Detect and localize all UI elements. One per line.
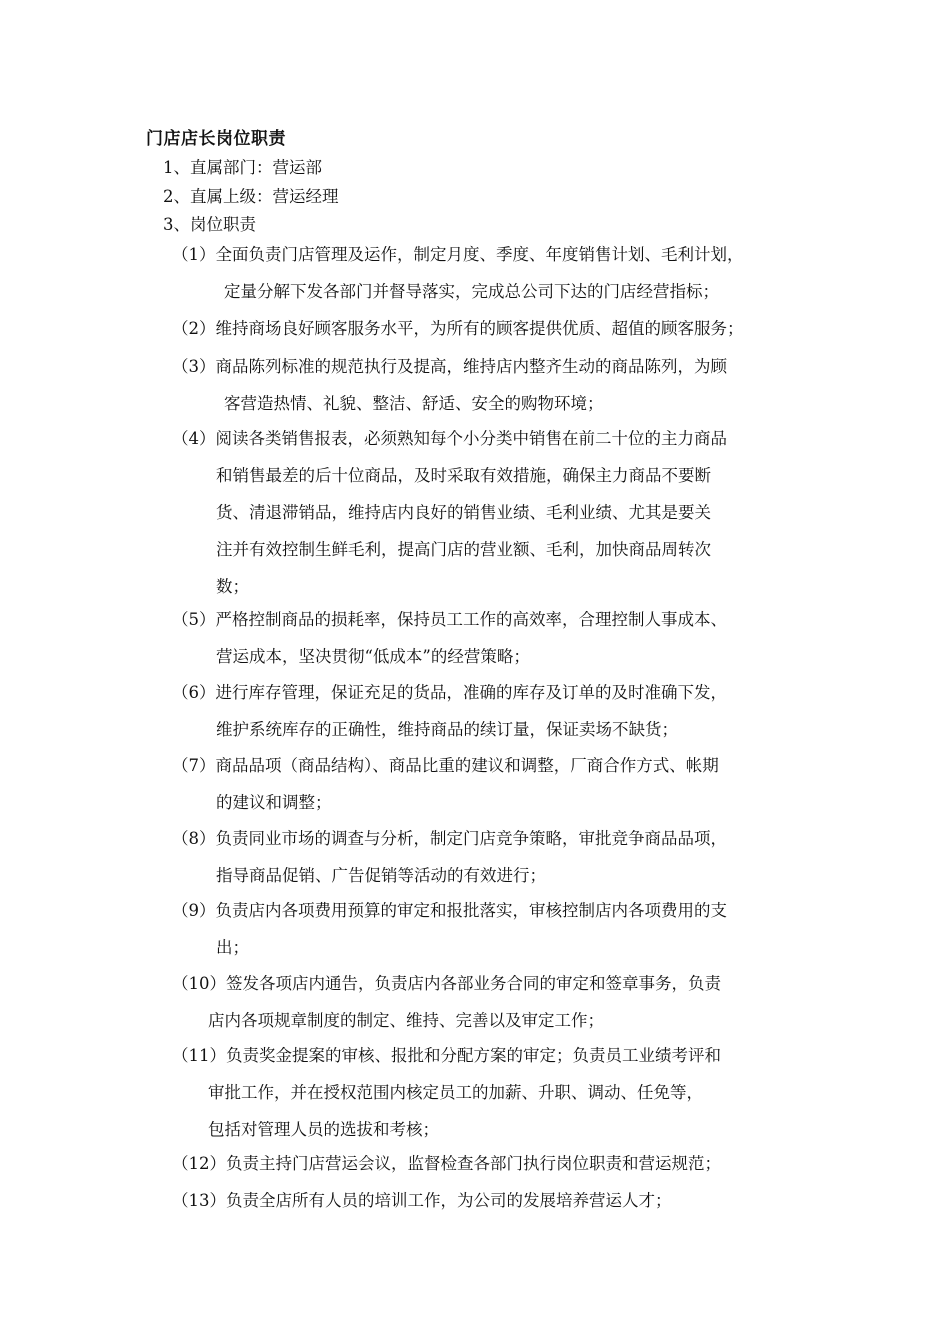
responsibility-item-number: （6） (172, 683, 216, 702)
responsibility-item-continuation-line: 数； (216, 577, 249, 596)
responsibility-item-first-line (172, 601, 832, 638)
responsibility-item-first-line (172, 820, 832, 857)
responsibility-item (172, 965, 832, 1039)
responsibility-item-continuation-line: 维护系统库存的正确性，维持商品的续订量，保证卖场不缺货； (216, 720, 678, 739)
responsibility-item-text: 维持商场良好顾客服务水平，为所有的顾客提供优质、超值的顾客服务； (215, 319, 744, 338)
responsibility-item (172, 1182, 832, 1219)
responsibility-item-first-line (172, 348, 832, 385)
responsibility-item (172, 747, 832, 821)
meta-line-responsibilities: 3、岗位职责 (163, 215, 256, 234)
responsibility-item-first-line (172, 310, 832, 347)
responsibility-item (172, 236, 832, 310)
responsibility-item-text: 商品陈列标准的规范执行及提高，维持店内整齐生动的商品陈列，为顾 (215, 357, 727, 376)
responsibility-item-continuation-line: 和销售最差的后十位商品，及时采取有效措施，确保主力商品不要断 (216, 466, 711, 485)
responsibility-item (172, 348, 832, 422)
responsibility-item-text: 负责同业市场的调查与分析，制定门店竞争策略，审批竞争商品品项， (215, 829, 727, 848)
responsibility-item-text: 全面负责门店管理及运作，制定月度、季度、年度销售计划、毛利计划， (215, 245, 744, 264)
meta-line-superior: 2、直属上级：营运经理 (163, 187, 339, 206)
responsibility-item-first-line (172, 892, 832, 929)
responsibility-item-first-line (172, 236, 832, 273)
responsibility-item (172, 420, 832, 605)
responsibility-item-continuation-line: 客营造热情、礼貌、整洁、舒适、安全的购物环境； (224, 394, 604, 413)
responsibility-item (172, 674, 832, 748)
responsibility-item (172, 892, 832, 966)
responsibility-item-number: （7） (172, 756, 216, 775)
responsibility-item-first-line (172, 1145, 832, 1182)
responsibility-item-number: （8） (172, 829, 216, 848)
responsibility-item-text: 负责主持门店营运会议，监督检查各部门执行岗位职责和营运规范； (226, 1154, 721, 1173)
responsibility-item-number: （1） (172, 245, 216, 264)
responsibility-item-continuation-line: 出； (216, 938, 249, 957)
responsibility-item-text: 负责奖金提案的审核、报批和分配方案的审定；负责员工业绩考评和 (226, 1046, 721, 1065)
responsibility-item-first-line (172, 1037, 832, 1074)
responsibility-item-number: （2） (172, 319, 216, 338)
responsibility-item-continuation-line: 指导商品促销、广告促销等活动的有效进行； (216, 866, 546, 885)
responsibility-item-number: （9） (172, 901, 216, 920)
responsibility-item-continuation-line: 定量分解下发各部门并督导落实，完成总公司下达的门店经营指标； (224, 282, 719, 301)
responsibility-item-first-line (172, 1182, 832, 1219)
responsibility-item-number: （12） (172, 1154, 226, 1173)
responsibility-item-text: 进行库存管理，保证充足的货品，准确的库存及订单的及时准确下发， (215, 683, 727, 702)
responsibility-item-continuation-line: 注并有效控制生鲜毛利，提高门店的营业额、毛利，加快商品周转次 (216, 540, 711, 559)
responsibility-item-number: （13） (172, 1191, 226, 1210)
responsibility-item-continuation-line: 店内各项规章制度的制定、维持、完善以及审定工作； (208, 1011, 604, 1030)
responsibility-item-number: （4） (172, 429, 216, 448)
responsibility-item-number: （3） (172, 357, 216, 376)
responsibility-item-continuation-line: 审批工作，并在授权范围内核定员工的加薪、升职、调动、任免等， (208, 1083, 703, 1102)
responsibility-item-number: （10） (172, 974, 226, 993)
responsibility-item-text: 签发各项店内通告，负责店内各部业务合同的审定和签章事务，负责 (226, 974, 721, 993)
document-title: 门店店长岗位职责 (146, 129, 286, 149)
responsibility-item-number: （11） (172, 1046, 226, 1065)
responsibility-item-first-line (172, 747, 832, 784)
responsibility-item-text: 负责店内各项费用预算的审定和报批落实，审核控制店内各项费用的支 (215, 901, 727, 920)
responsibility-item-continuation-line: 货、清退滞销品，维持店内良好的销售业绩、毛利业绩、尤其是要关 (216, 503, 711, 522)
meta-line-department: 1、直属部门：营运部 (163, 158, 322, 177)
responsibility-item-text: 严格控制商品的损耗率，保持员工工作的高效率，合理控制人事成本、 (215, 610, 727, 629)
responsibility-item-text: 负责全店所有人员的培训工作，为公司的发展培养营运人才； (226, 1191, 672, 1210)
responsibility-item-continuation-line: 营运成本，坚决贯彻“低成本”的经营策略； (216, 647, 530, 666)
responsibility-item-first-line (172, 965, 832, 1002)
responsibility-item-first-line (172, 420, 832, 457)
responsibility-item (172, 1145, 832, 1182)
responsibility-item-text: 阅读各类销售报表，必须熟知每个小分类中销售在前二十位的主力商品 (215, 429, 727, 448)
responsibility-item (172, 1037, 832, 1148)
responsibility-item (172, 820, 832, 894)
responsibility-item-continuation-line: 包括对管理人员的选拔和考核； (208, 1120, 439, 1139)
responsibility-item (172, 601, 832, 675)
responsibility-item-continuation-line: 的建议和调整； (216, 793, 332, 812)
responsibility-item-first-line (172, 674, 832, 711)
responsibility-item-number: （5） (172, 610, 216, 629)
responsibility-item (172, 310, 832, 347)
responsibility-item-text: 商品品项（商品结构）、商品比重的建议和调整，厂商合作方式、帐期 (215, 756, 719, 775)
